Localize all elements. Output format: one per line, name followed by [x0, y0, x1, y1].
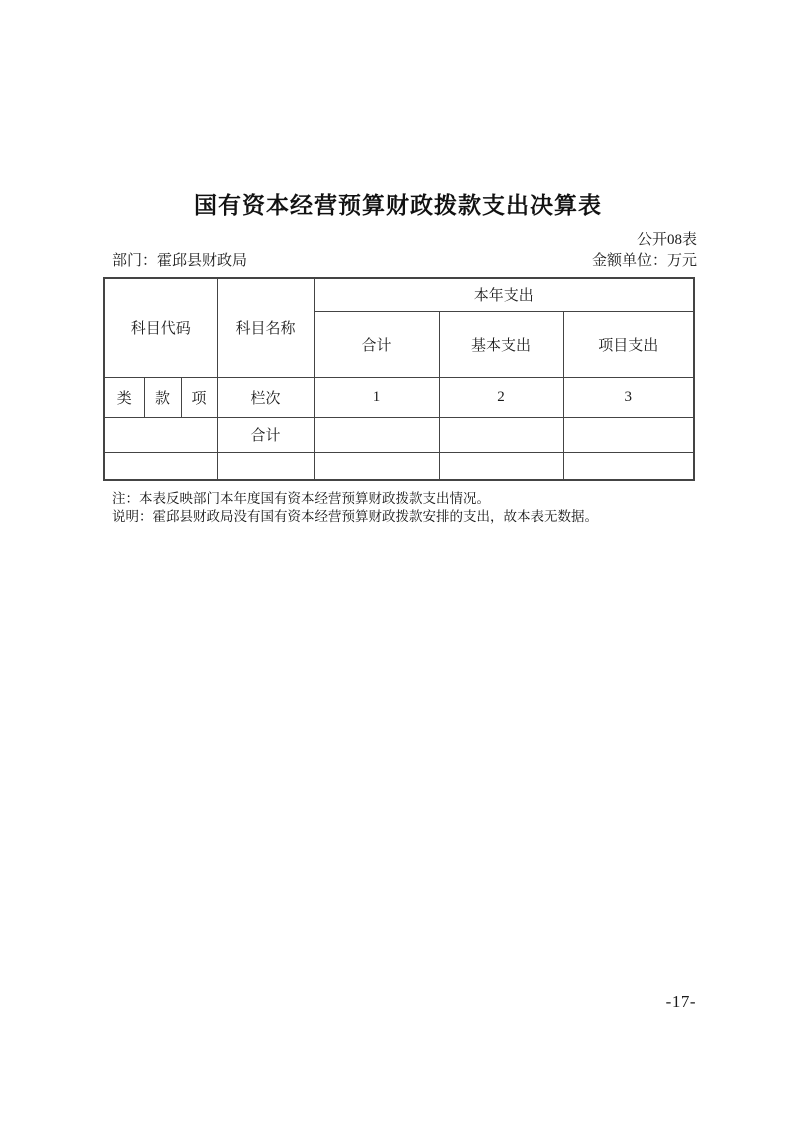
header-column-row-label: 栏次 — [217, 377, 314, 417]
table-row — [104, 417, 694, 452]
header-basic-expenditure: 基本支出 — [439, 311, 563, 377]
form-label: 公开08表 — [636, 232, 697, 248]
header-item: 项 — [181, 377, 217, 417]
page-title: 国有资本经营预算财政拨款支出决算表 — [194, 192, 602, 218]
header-subject-code: 科目代码 — [104, 278, 217, 377]
column-number-2: 2 — [439, 377, 563, 417]
row-project-cell — [563, 452, 694, 480]
row-code-cell — [104, 452, 217, 480]
header-project-expenditure: 项目支出 — [563, 311, 694, 377]
amount-unit-label: 金额单位：万元 — [591, 253, 697, 269]
table-row — [104, 452, 694, 480]
table-explanation: 说明：霍邱县财政局没有国有资本经营预算财政拨款安排的支出，故本表无数据。 — [112, 509, 598, 524]
table-note: 注：本表反映部门本年度国有资本经营预算财政拨款支出情况。 — [112, 491, 490, 506]
header-subject-name: 科目名称 — [217, 278, 314, 377]
header-section: 款 — [144, 377, 181, 417]
column-number-3: 3 — [563, 377, 694, 417]
page-number: -17- — [665, 992, 696, 1011]
header-class: 类 — [104, 377, 144, 417]
row-total-cell — [314, 417, 439, 452]
header-current-year-expenditure: 本年支出 — [314, 278, 694, 311]
row-basic-cell — [439, 452, 563, 480]
row-name-cell: 合计 — [217, 417, 314, 452]
department-label: 部门：霍邱县财政局 — [112, 253, 248, 269]
table-header-row-1 — [104, 278, 694, 311]
header-total: 合计 — [314, 311, 439, 377]
row-name-cell — [217, 452, 314, 480]
table-header-row-3 — [104, 377, 694, 417]
row-code-cell — [104, 417, 217, 452]
expenditure-table — [103, 277, 695, 481]
footnotes — [112, 490, 702, 526]
row-project-cell — [563, 417, 694, 452]
row-basic-cell — [439, 417, 563, 452]
row-total-cell — [314, 452, 439, 480]
column-number-1: 1 — [314, 377, 439, 417]
meta-row — [103, 249, 697, 270]
